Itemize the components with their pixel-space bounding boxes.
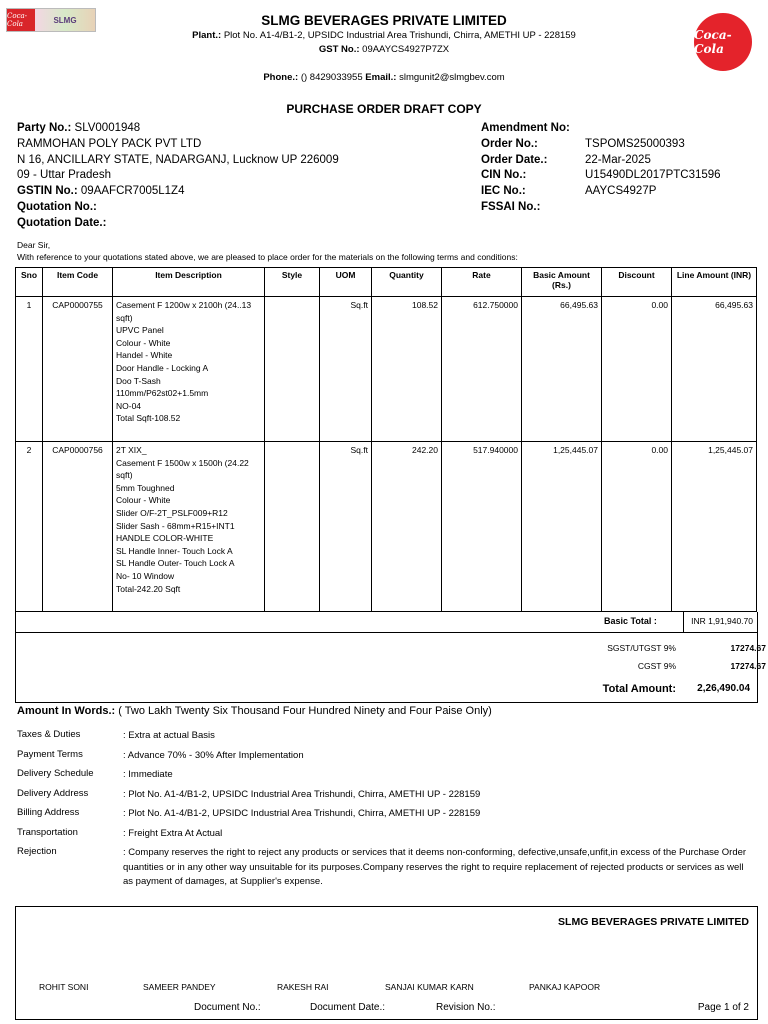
order-info — [481, 121, 721, 216]
coca-cola-mini-logo: Coca-Cola — [7, 9, 35, 31]
discount-cell: 0.00 — [602, 442, 672, 612]
document-title: PURCHASE ORDER DRAFT COPY — [286, 102, 482, 116]
col-header: Rate — [442, 268, 522, 297]
sgst-value: 17274.67 — [730, 643, 766, 653]
term-row: Transportation : Freight Extra At Actual — [17, 826, 223, 839]
signatory-name: SANJAI KUMAR KARN — [385, 982, 474, 992]
term-row: Payment Terms : Advance 70% - 30% After Implementation — [17, 748, 304, 761]
total-amount-label: Total Amount: — [602, 683, 676, 695]
signatory-name: ROHIT SONI — [39, 982, 89, 992]
plant-address: Plant.: Plot No. A1-4/B1-2, UPSIDC Industrial Area Trishundi, Chirra, AMETHI UP - 228159 — [192, 30, 576, 41]
signatory-name: SAMEER PANDEY — [143, 982, 216, 992]
cgst-label: CGST 9% — [637, 661, 676, 671]
email-link[interactable]: slmgunit2@slmgbev.com — [399, 72, 505, 83]
gst-number: GST No.: 09AAYCS4927P7ZX — [318, 44, 450, 55]
term-row: Delivery Schedule : Immediate — [17, 768, 173, 780]
table-row — [16, 297, 757, 442]
party-state: 09 - Uttar Pradesh — [17, 169, 111, 182]
quotation-date-label: Quotation Date.: — [17, 216, 107, 229]
uom-cell: Sq.ft — [320, 297, 372, 442]
basic-amount-cell: 66,495.63 — [522, 297, 602, 442]
terms-list — [17, 729, 747, 890]
quantity-cell: 108.52 — [372, 297, 442, 442]
items-table — [15, 267, 757, 612]
col-header: UOM — [320, 268, 372, 297]
uom-cell: Sq.ft — [320, 442, 372, 612]
party-details: Party No.: SLV0001948 RAMMOHAN POLY PACK PVT LTD N 16, ANCILLARY STATE, NADARGANJ, Lucknow UP 226009 09 - Uttar Pradesh GSTIN No.: 09AAFCR7005L1Z4 Quotation No.: Quotation Date.: — [17, 122, 339, 229]
col-header: Discount — [602, 268, 672, 297]
basic-total-label: Basic Total : — [604, 616, 657, 626]
term-row: Taxes & Duties : Extra at actual Basis — [17, 729, 215, 741]
order-info-row: Order No.: TSPOMS25000393 — [481, 137, 685, 150]
total-amount-value: 2,26,490.04 — [697, 683, 750, 694]
intro-text — [17, 239, 518, 263]
slmg-logo: SLMG — [35, 9, 95, 31]
style-cell — [265, 297, 320, 442]
company-name: SLMG BEVERAGES PRIVATE LIMITED — [261, 13, 507, 28]
term-row: Billing Address : Plot No. A1-4/B1-2, UPSIDC Industrial Area Trishundi, Chirra, AMETHI UP - 228159 — [17, 807, 481, 819]
term-row: Rejection : Company reserves the right to reject any products or services that it deems non-conforming, defective,unsafe,unfit,in excess of the Purchase Order quantities or in any other way unsuitable for its purposes.Company reserves the right to require replacement of rejected products or services as well as payment of damages, at Supplier's expense. — [17, 846, 747, 887]
line-amount-cell: 66,495.63 — [672, 297, 757, 442]
intro-paragraph: With reference to your quotations stated above, we are pleased to place order for the materials on the following terms and conditions: — [17, 252, 518, 262]
amount-in-words: Amount In Words.: ( Two Lakh Twenty Six Thousand Four Hundred Ninety and Four Paise Only) — [17, 705, 492, 717]
order-info-row: IEC No.: AAYCS4927P — [481, 185, 657, 198]
document-date-label: Document Date.: — [310, 1002, 386, 1013]
quantity-cell: 242.20 — [372, 442, 442, 612]
document-no-label: Document No.: — [194, 1002, 261, 1013]
quotation-no-label: Quotation No.: — [17, 200, 97, 213]
item-code-cell: CAP0000755 — [43, 297, 113, 442]
discount-cell: 0.00 — [602, 297, 672, 442]
cgst-value: 17274.67 — [730, 661, 766, 671]
order-info-row: CIN No.: U15490DL2017PTC31596 — [481, 169, 721, 182]
party-number: SLV0001948 — [74, 122, 141, 134]
sno-cell: 2 — [16, 442, 43, 612]
contact-line: Phone.: () 8429033955 Email.: slmgunit2@slmgbev.com — [263, 72, 505, 83]
signatory-name: PANKAJ KAPOOR — [529, 982, 601, 992]
party-name: RAMMOHAN POLY PACK PVT LTD — [17, 137, 202, 150]
footer-company-name: SLMG BEVERAGES PRIVATE LIMITED — [558, 916, 749, 928]
party-gstin: 09AAFCR7005L1Z4 — [80, 185, 185, 198]
col-header: Line Amount (INR) — [672, 268, 757, 297]
rate-cell: 612.750000 — [442, 297, 522, 442]
col-header: Basic Amount (Rs.) — [522, 268, 602, 297]
order-info-row: Order Date.: 22-Mar-2025 — [481, 153, 651, 166]
signature-footer — [15, 906, 758, 1020]
coca-cola-logo-text: Coca-Cola — [694, 28, 732, 56]
revision-no-label: Revision No.: — [436, 1002, 496, 1013]
item-description-cell: 2T XIX_ Casement F 1500w x 1500h (24.22 sqft) 5mm Toughned Colour - White Slider O/F-2T_PSLF009+R12 Slider Sash - 68mm+R15+INT1 HANDLE COLOR-WHITE SL Handle Inner- Touch Lock A SL Handle Outer- Touch Lock A No- 10 Window Total-242.20 Sqft — [113, 442, 265, 612]
basic-total-row — [15, 612, 758, 633]
tax-summary — [15, 632, 766, 703]
salutation: Dear Sir, — [17, 240, 51, 250]
col-header: Item Description — [113, 268, 265, 297]
signatory-name: RAKESH RAI — [277, 982, 329, 992]
item-description-cell: Casement F 1200w x 2100h (24..13 sqft) UPVC Panel Colour - White Handel - White Door Handle - Locking A Doo T-Sash 110mm/P62st02+1.5mm NO-04 Total Sqft-108.52 — [113, 297, 265, 442]
sno-cell: 1 — [16, 297, 43, 442]
order-info-row: Amendment No: — [481, 122, 570, 134]
col-header: Style — [265, 268, 320, 297]
party-address: N 16, ANCILLARY STATE, NADARGANJ, Lucknow UP 226009 — [17, 153, 339, 166]
item-code-cell: CAP0000756 — [43, 442, 113, 612]
col-header: Item Code — [43, 268, 113, 297]
order-info-row: FSSAI No.: — [481, 200, 541, 213]
basic-total-value: INR 1,91,940.70 — [683, 612, 757, 632]
col-header: Sno — [16, 268, 43, 297]
col-header: Quantity — [372, 268, 442, 297]
table-row — [16, 442, 757, 612]
line-amount-cell: 1,25,445.07 — [672, 442, 757, 612]
basic-amount-cell: 1,25,445.07 — [522, 442, 602, 612]
term-row: Delivery Address : Plot No. A1-4/B1-2, UPSIDC Industrial Area Trishundi, Chirra, AMETHI UP - 228159 — [17, 787, 481, 800]
page-number: Page 1 of 2 — [697, 1002, 749, 1013]
rate-cell: 517.940000 — [442, 442, 522, 612]
style-cell — [265, 442, 320, 612]
table-header-row — [16, 268, 757, 297]
sgst-label: SGST/UTGST 9% — [607, 643, 676, 653]
